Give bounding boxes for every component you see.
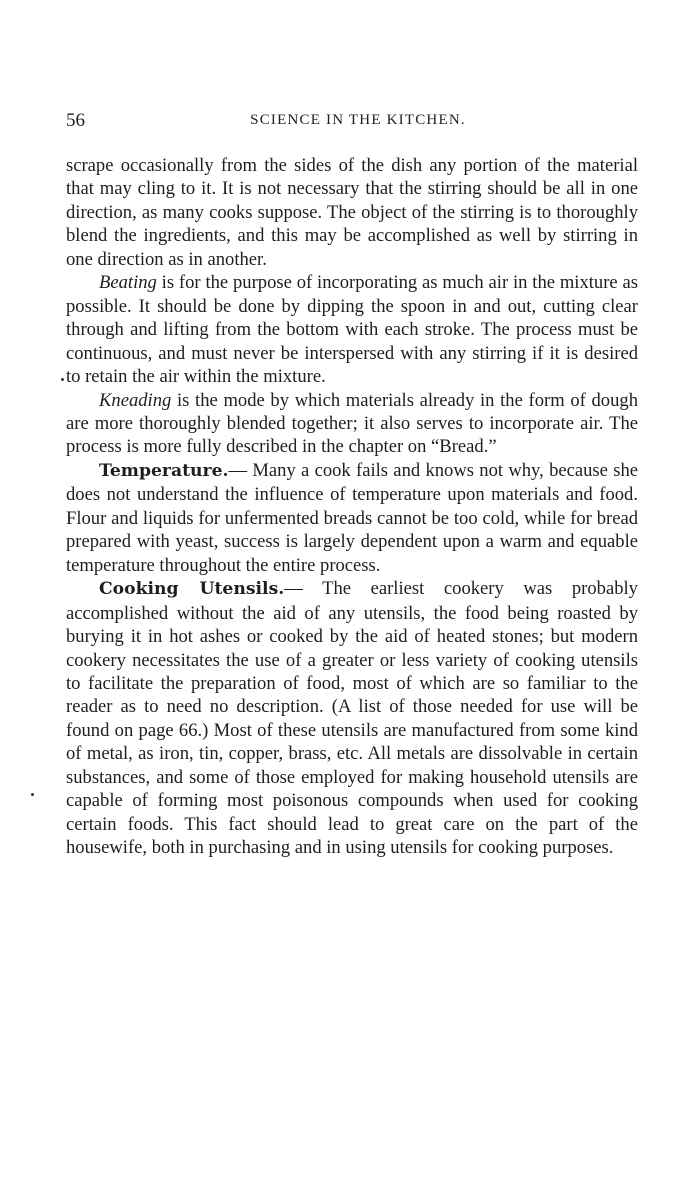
- term-kneading: Kneading: [99, 389, 172, 411]
- paragraph-kneading: [66, 389, 638, 459]
- paragraph-cooking-utensils: [66, 577, 638, 859]
- paragraph-temperature: [66, 459, 638, 577]
- paragraph-kneading-text: is the mode by which materials already in the form of dough are more thoroughly blended together; it also serves to incorporate air. The process is more fully described in the chapter on “Bread.”: [66, 389, 638, 458]
- paragraph-temperature-text: — Many a cook fails and knows not why, because she does not understand the influence of temperature upon materials and food. Flour and liquids for unfermented breads cannot be too cold, while for bread prepared with yeast, success is largely dependent upon a warm and equable temperature throughout the entire process.: [66, 459, 638, 576]
- paragraph-beating: [66, 271, 638, 388]
- paragraph-beating-text: is for the purpose of incorporating as much air in the mixture as possible. It should be done by dipping the spoon in and out, cutting clear through and lifting from the bottom with each stroke. The process must be continuous, and must never be interspersed with any stirring if it is desired to retain the air within the mixture.: [66, 272, 638, 388]
- margin-speck-mark: [31, 793, 34, 796]
- page-number: 56: [66, 110, 85, 131]
- page-header: [66, 110, 640, 136]
- heading-temperature: Temperature.: [99, 460, 229, 481]
- heading-cooking-utensils: Cooking Utensils.: [99, 579, 285, 600]
- body-text: [66, 154, 638, 860]
- margin-speck-mark: [61, 378, 64, 381]
- paragraph-stirring: scrape occasionally from the sides of the dish any portion of the material that may cling to it. It is not necessary that the stirring should be all in one direction, as many cooks suppose. The object of the stirring is to thoroughly blend the ingredients, and this may be accomplished as well by stirring in one direction as in another.: [66, 155, 638, 270]
- running-head: SCIENCE IN THE KITCHEN.: [250, 112, 466, 128]
- paragraph-cooking-utensils-text: — The earliest cookery was probably accomplished without the aid of any utensils, the food being roasted by burying it in hot ashes or cooked by the aid of heated stones; but modern cookery necessitates the use of a greater or less variety of cooking utensils to facilitate the preparation of food, most of which are so familiar to the reader as to need no description. (A list of those needed for use will be found on page 66.) Most of these utensils are manufactured from some kind of metal, as iron, tin, copper, brass, etc. All metals are dissolvable in certain substances, and some of those employed for making household utensils are capable of forming most poisonous compounds when used for cooking certain foods. This fact should lead to great care on the part of the housewife, both in purchasing and in using utensils for cooking purposes.: [66, 578, 638, 859]
- term-beating: Beating: [99, 272, 157, 294]
